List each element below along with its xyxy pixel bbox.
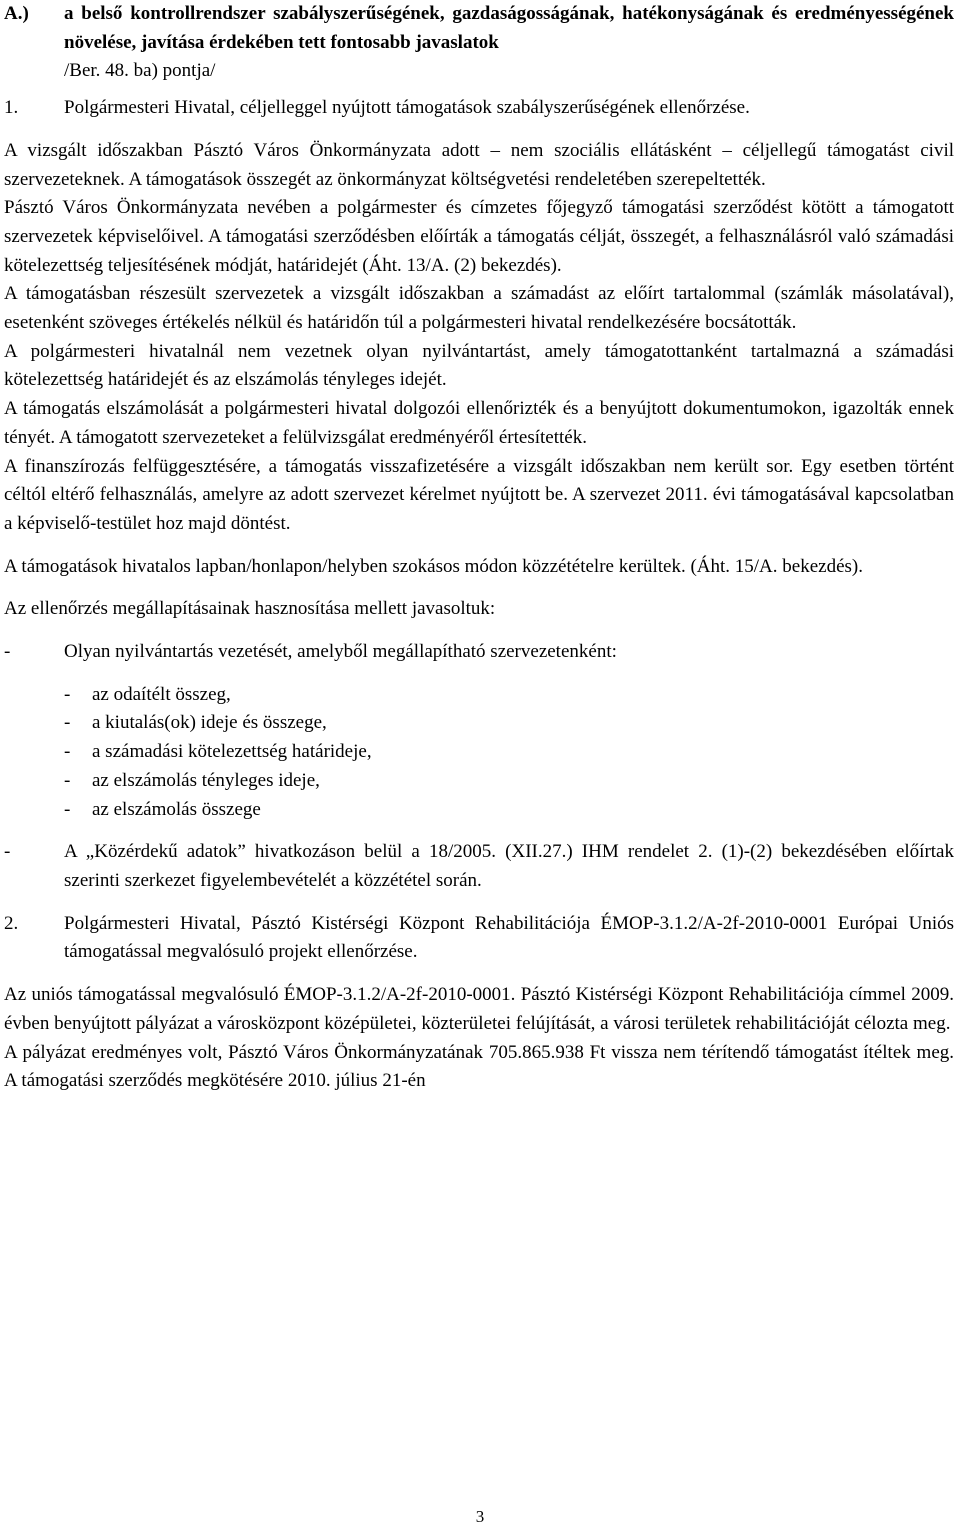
- section-heading-text: a belső kontrollrendszer szabályszerűségének, gazdaságosságának, hatékonyságának és eredményességének növelése, javítása érdekében tett fontosabb javaslatok: [64, 3, 954, 53]
- list-dash: -: [4, 641, 11, 663]
- reference-line: [4, 57, 954, 86]
- proposal-item-1: [4, 638, 954, 667]
- paragraph: A támogatásban részesült szervezetek a vizsgált időszakban a számadást az előírt tartalommal (számlák másolatával), esetenként szöveges értékelés nélkül és határidőn túl a polgármesteri hivatal rendelkezésére bocsátották.: [4, 283, 954, 334]
- page-number: 3: [475, 1507, 485, 1526]
- paragraph-publication: A támogatások hivatalos lapban/honlapon/helyben szokásos módon közzétételre kerültek. (Áht. 15/A. bekezdés).: [4, 555, 863, 577]
- sub-list: [4, 681, 954, 825]
- paragraph-proposal: Az ellenőrzés megállapításainak hasznosítása mellett javasoltuk:: [4, 598, 496, 620]
- paragraph: A vizsgált időszakban Pásztó Város Önkormányzata adott – nem szociális ellátásként – céljellegű támogatást civil szervezeteknek. A támogatások összegét az önkormányzat költségvetési rendeletében szerepeltették.: [4, 139, 954, 190]
- paragraph: A támogatás elszámolását a polgármesteri hivatal dolgozói ellenőrizték és a benyújtott dokumentumokon, igazolták ennek tényét. A támogatott szervezeteket a felülvizsgálat eredményéről értesítették.: [4, 398, 954, 448]
- list-item: - az elszámolás összege: [64, 798, 261, 820]
- paragraph: Az uniós támogatással megvalósuló ÉMOP-3.1.2/A-2f-2010-0001. Pásztó Kistérségi Központ Rehabilitációja címmel 2009. évben benyújtott pályázat a városközpont középületei, közterületei felújítását, a városi területek rehabilitációját célozta meg.: [4, 984, 954, 1034]
- list-item: - az elszámolás tényleges ideje,: [64, 769, 320, 791]
- numbered-item-2: [4, 910, 954, 967]
- item-title: Polgármesteri Hivatal, céljelleggel nyújtott támogatások szabályszerűségének ellenőrzése.: [64, 97, 750, 119]
- list-dash: -: [4, 841, 11, 863]
- paragraph: Pásztó Város Önkormányzata nevében a polgármester és címzetes főjegyző támogatási szerződést kötött a támogatott szervezetek képviselőivel. A támogatási szerződésben előírták a támogatás célját, összegét, a felhasználásról való számadási kötelezettség teljesítésének módját, határidejét (Áht. 13/A. (2) bekezdés).: [4, 197, 954, 276]
- list-item: - a számadási kötelezettség határideje,: [64, 741, 372, 763]
- numbered-item-1: [4, 94, 954, 123]
- document-page: [4, 0, 954, 1096]
- paragraph: A finanszírozás felfüggesztésére, a támogatás visszafizetésére a vizsgált időszakban nem került sor. Egy esetben történt céltól eltérő felhasználás, amelyre az adott szervezet kérelmet nyújtott be. A szervezet 2011. évi támogatásával kapcsolatban a képviselő-testület hoz majd döntést.: [4, 455, 954, 534]
- reference-text: /Ber. 48. ba) pontja/: [64, 60, 216, 82]
- proposal-text: A „Közérdekű adatok” hivatkozáson belül a 18/2005. (XII.27.) IHM rendelet 2. (1)-(2) bekezdésében előírtak szerinti szerkezet figyelembevételét a közzététel során.: [64, 841, 954, 891]
- list-item: - az odaítélt összeg,: [64, 683, 231, 705]
- section-heading-label: A.): [4, 3, 29, 24]
- proposal-item-2: [4, 838, 954, 895]
- section-heading: [4, 0, 954, 57]
- proposal-text: Olyan nyilvántartás vezetését, amelyből megállapítható szervezetenként:: [64, 641, 617, 663]
- item-number: 1.: [4, 97, 19, 119]
- item-number: 2.: [4, 912, 19, 934]
- list-item: - a kiutalás(ok) ideje és összege,: [64, 712, 327, 734]
- item-title: Polgármesteri Hivatal, Pásztó Kistérségi Központ Rehabilitációja ÉMOP-3.1.2/A-2f-2010-0001 Európai Uniós támogatással megvalósuló projekt ellenőrzése.: [64, 912, 954, 963]
- paragraph: A pályázat eredményes volt, Pásztó Város Önkormányzatának 705.865.938 Ft vissza nem térítendő támogatást ítéltek meg. A támogatási szerződés megkötésére 2010. július 21-én: [4, 1041, 954, 1092]
- paragraph: A polgármesteri hivatalnál nem vezetnek olyan nyilvántartást, amely támogatottanként tartalmazná a számadási kötelezettség határidejét és az elszámolás tényleges idejét.: [4, 340, 954, 391]
